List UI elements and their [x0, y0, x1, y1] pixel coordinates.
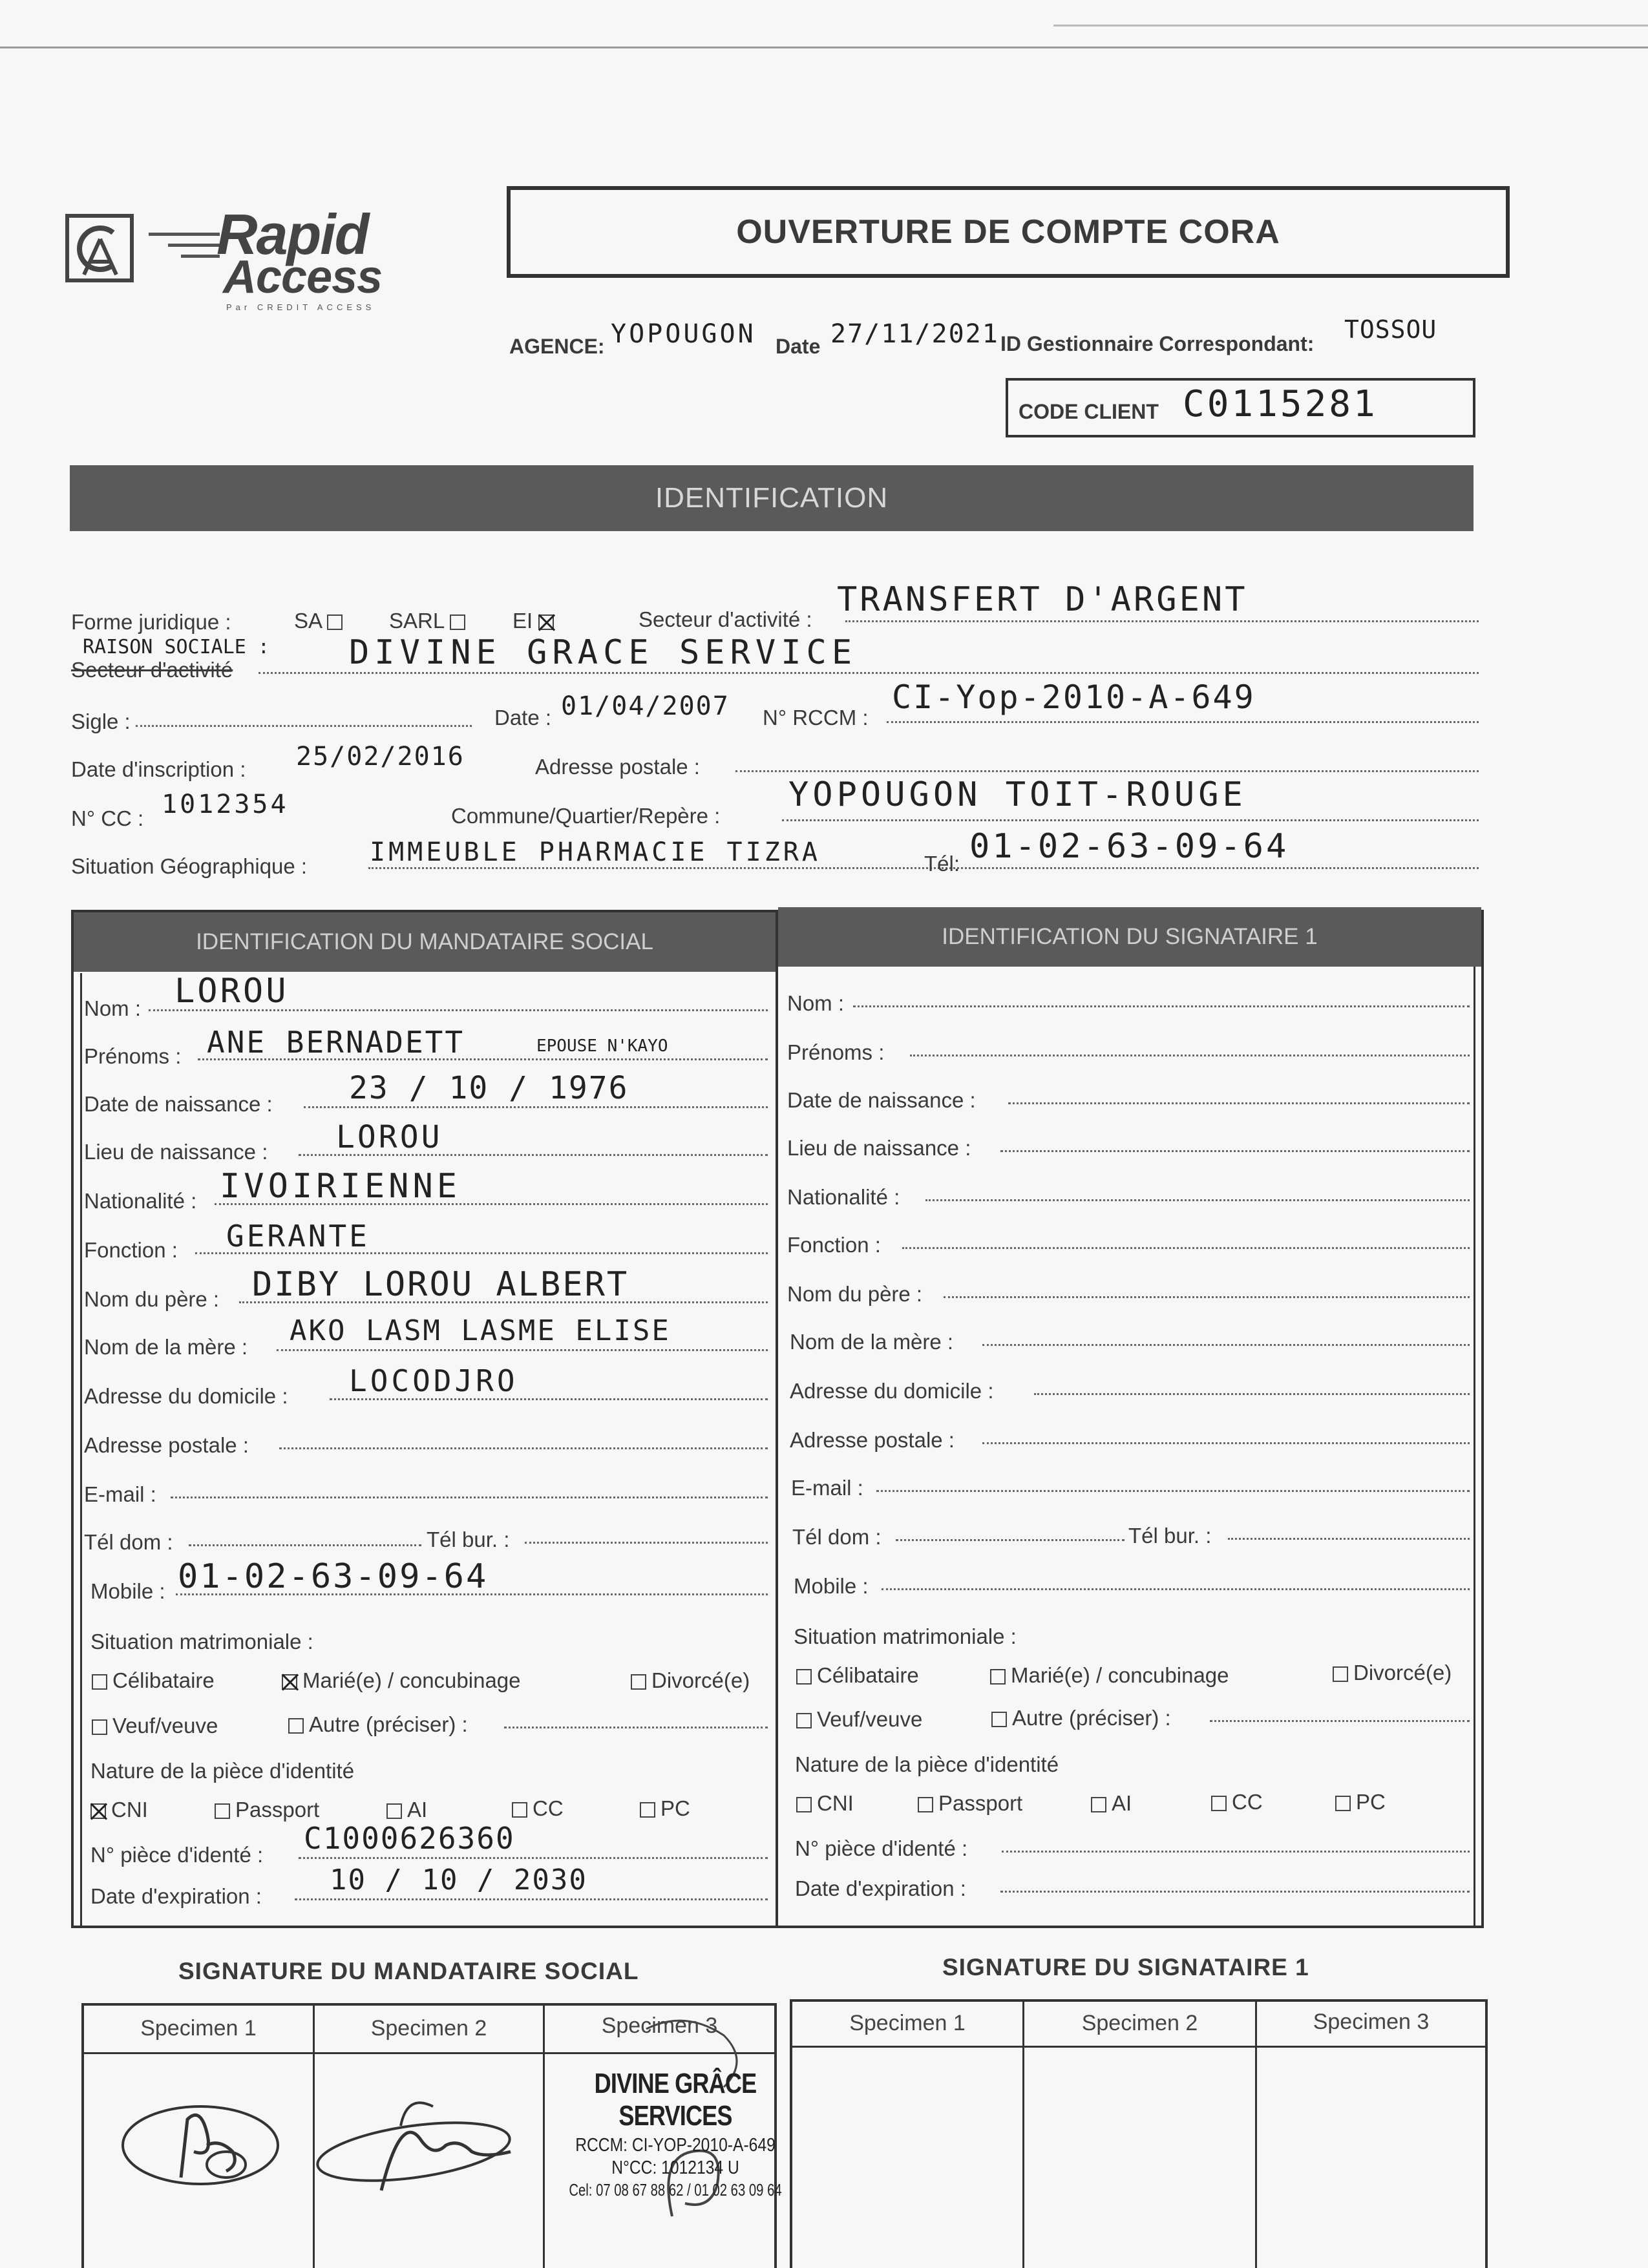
- raison-line: [259, 672, 1479, 674]
- s-nationalite-label: Nationalité :: [787, 1185, 900, 1209]
- m-autre-option[interactable]: Autre (préciser) :: [288, 1712, 468, 1737]
- m-fonction-value[interactable]: GERANTE: [226, 1219, 370, 1254]
- m-domicile-label: Adresse du domicile :: [84, 1384, 288, 1408]
- s-divorce-option[interactable]: Divorcé(e): [1333, 1661, 1452, 1685]
- situation-line: [368, 867, 1479, 869]
- signature-specimen-1: [103, 2081, 297, 2210]
- s-domicile-line: [1034, 1393, 1470, 1395]
- m-postale-label: Adresse postale :: [84, 1433, 249, 1457]
- s-mere-line: [982, 1344, 1470, 1346]
- m-prenoms-value[interactable]: ANE BERNADETT: [207, 1025, 465, 1060]
- s-lieu-line: [1000, 1150, 1470, 1152]
- opt-sa[interactable]: SA: [294, 609, 348, 633]
- signature-specimen-2: [304, 2087, 549, 2210]
- m-marie-option[interactable]: Marié(e) / concubinage: [282, 1668, 521, 1693]
- situation-label: Situation Géographique :: [71, 854, 308, 878]
- agence-label: AGENCE:: [509, 335, 605, 358]
- form-title-box: [507, 186, 1510, 278]
- s-nom-line: [853, 1005, 1470, 1007]
- m-mere-value[interactable]: AKO LASM LASME ELISE: [290, 1314, 671, 1347]
- m-ai-checkbox[interactable]: [386, 1803, 402, 1819]
- s-teldom-label: Tél dom :: [792, 1525, 882, 1549]
- company-stamp: [523, 2068, 827, 2200]
- m-cc-option[interactable]: CC: [512, 1796, 564, 1821]
- s-veuf-option[interactable]: Veuf/veuve: [796, 1707, 922, 1732]
- s-autre-option[interactable]: Autre (préciser) :: [991, 1706, 1171, 1730]
- m-npiece-value[interactable]: C1000626360: [304, 1821, 515, 1856]
- m-veuf-checkbox[interactable]: [92, 1719, 107, 1735]
- signature-signataire-title: SIGNATURE DU SIGNATAIRE 1: [942, 1954, 1309, 1980]
- s-expiration-line: [1000, 1891, 1470, 1893]
- m-telbur-line: [525, 1542, 768, 1544]
- agence-value[interactable]: YOPOUGON: [611, 319, 756, 349]
- rccm-line: [887, 721, 1479, 723]
- s-celibataire-checkbox[interactable]: [796, 1669, 812, 1685]
- m-celibataire-option[interactable]: Célibataire: [92, 1668, 215, 1693]
- s-passport-option[interactable]: Passport: [918, 1791, 1022, 1816]
- code-client-label: CODE CLIENT: [1019, 400, 1159, 423]
- m-pc-checkbox[interactable]: [640, 1802, 655, 1818]
- m-naissance-label: Date de naissance :: [84, 1092, 273, 1116]
- m-postale-line: [279, 1447, 768, 1449]
- scan-edge: [0, 47, 1648, 48]
- m-mere-line: [277, 1349, 768, 1351]
- s-lieu-label: Lieu de naissance :: [787, 1136, 971, 1160]
- date-label: Date: [776, 335, 821, 358]
- scan-edge-2: [1053, 25, 1648, 26]
- s-naissance-label: Date de naissance :: [787, 1088, 976, 1112]
- adresse-postale-label: Adresse postale :: [535, 755, 700, 779]
- sigle-line: [136, 725, 472, 727]
- s-cc-option[interactable]: CC: [1211, 1790, 1263, 1814]
- m-passport-option[interactable]: Passport: [215, 1798, 319, 1822]
- m-specimen-3-label: Specimen 3: [601, 2013, 718, 2038]
- m-nationalite-value[interactable]: IVOIRIENNE: [220, 1167, 461, 1206]
- m-autre-line: [504, 1727, 768, 1728]
- m-expiration-label: Date d'expiration :: [90, 1884, 262, 1908]
- identification-section-bar: [70, 465, 1474, 531]
- m-nom-value[interactable]: LOROU: [174, 972, 289, 1011]
- s-specimen-2-label: Specimen 2: [1081, 2011, 1198, 2035]
- raison-sociale-label: RAISON SOCIALE :: [83, 636, 269, 658]
- s-ai-option[interactable]: AI: [1091, 1791, 1132, 1816]
- m-veuf-option[interactable]: Veuf/veuve: [92, 1714, 218, 1738]
- table-divider: [776, 910, 778, 1928]
- s-teldom-line: [896, 1539, 1125, 1541]
- m-npiece-label: N° pièce d'identé :: [90, 1843, 264, 1867]
- sarl-checkbox[interactable]: [450, 614, 465, 630]
- gestionnaire-label: ID Gestionnaire Correspondant:: [1000, 332, 1315, 355]
- s-specimen-3-label: Specimen 3: [1313, 2010, 1430, 2034]
- m-celibataire-checkbox[interactable]: [92, 1674, 107, 1690]
- m-naissance-line: [304, 1106, 768, 1108]
- logo-sub-text: Access: [223, 251, 383, 303]
- signataire-signature-grid: [790, 1999, 1488, 2268]
- s-postale-label: Adresse postale :: [790, 1428, 955, 1452]
- tel-value[interactable]: 01-02-63-09-64: [969, 827, 1289, 866]
- signataire-header: IDENTIFICATION DU SIGNATAIRE 1: [778, 907, 1481, 967]
- stamp-rccm: RCCM: CI-YOP-2010-A-649: [575, 2135, 776, 2156]
- m-specimen-1-label: Specimen 1: [140, 2016, 257, 2041]
- s-cni-option[interactable]: CNI: [796, 1791, 854, 1816]
- s-email-line: [876, 1490, 1470, 1492]
- s-mobile-label: Mobile :: [794, 1574, 869, 1598]
- raison-struck-label: Secteur d'activité: [71, 658, 233, 682]
- m-autre-checkbox[interactable]: [288, 1718, 304, 1734]
- sigle-label: Sigle :: [71, 709, 131, 733]
- s-pere-line: [944, 1296, 1470, 1298]
- rccm-value[interactable]: CI-Yop-2010-A-649: [892, 678, 1256, 716]
- opt-sarl[interactable]: SARL: [389, 609, 470, 633]
- s-expiration-label: Date d'expiration :: [795, 1876, 966, 1900]
- m-email-label: E-mail :: [84, 1482, 156, 1506]
- s-domicile-label: Adresse du domicile :: [790, 1379, 994, 1403]
- adresse-line: [735, 770, 1479, 772]
- m-expiration-value[interactable]: 10 / 10 / 2030: [330, 1864, 587, 1896]
- stamp-ncc: N°CC: 1012134 U: [611, 2158, 739, 2178]
- s-prenoms-label: Prénoms :: [787, 1040, 885, 1064]
- s-veuf-checkbox[interactable]: [796, 1713, 812, 1728]
- s-piece-label: Nature de la pièce d'identité: [795, 1752, 1059, 1776]
- mandataire-header: IDENTIFICATION DU MANDATAIRE SOCIAL: [74, 912, 776, 972]
- s-marie-option[interactable]: Marié(e) / concubinage: [990, 1663, 1229, 1688]
- secteur-label: Secteur d'activité :: [639, 607, 812, 631]
- m-lieu-label: Lieu de naissance :: [84, 1140, 268, 1164]
- commune-line: [782, 819, 1479, 821]
- m-pere-value[interactable]: DIBY LOROU ALBERT: [252, 1265, 629, 1304]
- m-marie-checkbox[interactable]: [282, 1674, 297, 1690]
- tel-label: Tél:: [924, 852, 960, 876]
- s-marie-checkbox[interactable]: [990, 1669, 1006, 1685]
- stamp-cel: Cel: 07 08 67 88 62 / 01 02 63 09 64: [569, 2180, 782, 2200]
- s-matrimoniale-label: Situation matrimoniale :: [794, 1624, 1017, 1648]
- s-specimen-1-label: Specimen 1: [849, 2011, 966, 2035]
- situation-value[interactable]: IMMEUBLE PHARMACIE TIZRA: [370, 837, 821, 867]
- m-fonction-label: Fonction :: [84, 1238, 178, 1262]
- inscription-value[interactable]: 25/02/2016: [296, 742, 465, 772]
- s-mobile-line: [882, 1588, 1470, 1590]
- s-passport-checkbox[interactable]: [918, 1797, 933, 1812]
- s-divorce-checkbox[interactable]: [1333, 1666, 1348, 1682]
- inscription-label: Date d'inscription :: [71, 757, 246, 781]
- date-value[interactable]: 27/11/2021: [830, 319, 999, 349]
- commune-label: Commune/Quartier/Repère :: [451, 804, 721, 828]
- s-telbur-line: [1228, 1538, 1470, 1540]
- m-piece-label: Nature de la pièce d'identité: [90, 1759, 355, 1783]
- s-autre-checkbox[interactable]: [991, 1712, 1007, 1727]
- rccm-label: N° RCCM :: [763, 706, 869, 730]
- s-naissance-line: [1008, 1102, 1470, 1104]
- m-pere-label: Nom du père :: [84, 1287, 220, 1311]
- s-fonction-label: Fonction :: [787, 1233, 881, 1257]
- m-matrimoniale-label: Situation matrimoniale :: [90, 1630, 313, 1654]
- s-pere-label: Nom du père :: [787, 1282, 923, 1306]
- secteur-value[interactable]: TRANSFERT D'ARGENT: [837, 580, 1248, 619]
- s-npiece-line: [1002, 1851, 1470, 1853]
- ident-date-value[interactable]: 01/04/2007: [561, 691, 730, 721]
- s-cc-checkbox[interactable]: [1211, 1796, 1227, 1811]
- forme-juridique-label: Forme juridique :: [71, 610, 231, 634]
- m-email-line: [171, 1496, 768, 1498]
- s-nom-label: Nom :: [787, 991, 845, 1015]
- s-mere-label: Nom de la mère :: [790, 1330, 954, 1354]
- m-lieu-value[interactable]: LOROU: [336, 1119, 443, 1155]
- m-prenoms-label: Prénoms :: [84, 1044, 182, 1068]
- stamp-name: DIVINE GRÂCE SERVICES: [594, 2068, 757, 2132]
- s-cni-checkbox[interactable]: [796, 1797, 812, 1812]
- m-teldom-line: [189, 1544, 421, 1546]
- gestionnaire-value[interactable]: TOSSOU: [1344, 315, 1437, 344]
- s-email-label: E-mail :: [791, 1476, 863, 1500]
- s-pc-option[interactable]: PC: [1335, 1790, 1386, 1814]
- s-fonction-line: [902, 1247, 1470, 1249]
- m-domicile-value[interactable]: LOCODJRO: [349, 1363, 518, 1398]
- s-ai-checkbox[interactable]: [1091, 1797, 1106, 1812]
- code-client-value[interactable]: C0115281: [1183, 383, 1378, 425]
- m-divorce-option[interactable]: Divorcé(e): [631, 1668, 750, 1693]
- s-telbur-label: Tél bur. :: [1128, 1524, 1212, 1548]
- s-celibataire-option[interactable]: Célibataire: [796, 1663, 919, 1688]
- identification-title: IDENTIFICATION: [655, 482, 889, 514]
- secteur-line: [845, 620, 1479, 622]
- m-domicile-line: [330, 1398, 768, 1400]
- m-naissance-value[interactable]: 23 / 10 / 1976: [349, 1070, 629, 1106]
- company-logo: [65, 202, 427, 317]
- s-nationalite-line: [925, 1199, 1470, 1201]
- s-postale-line: [982, 1442, 1470, 1444]
- logo-tagline: Par CREDIT ACCESS: [226, 302, 375, 312]
- m-mobile-value[interactable]: 01-02-63-09-64: [178, 1557, 489, 1596]
- m-divorce-checkbox[interactable]: [631, 1674, 646, 1690]
- m-pc-option[interactable]: PC: [640, 1796, 690, 1821]
- logo-mark-icon: [65, 213, 136, 284]
- m-mobile-label: Mobile :: [90, 1579, 165, 1603]
- logo-main-text: Rapid: [217, 202, 368, 266]
- form-title: OUVERTURE DE COMPTE CORA: [736, 213, 1280, 251]
- ei-checkbox[interactable]: [538, 614, 554, 630]
- m-npiece-line: [299, 1857, 768, 1859]
- m-specimen-2-label: Specimen 2: [370, 2016, 487, 2041]
- right-inner-frame: [1474, 967, 1475, 1926]
- m-cni-option[interactable]: CNI: [90, 1798, 148, 1822]
- s-pc-checkbox[interactable]: [1335, 1796, 1351, 1811]
- m-passport-checkbox[interactable]: [215, 1803, 230, 1819]
- s-autre-line: [1210, 1720, 1470, 1722]
- sa-checkbox[interactable]: [327, 614, 343, 630]
- m-cc-checkbox[interactable]: [512, 1802, 527, 1818]
- code-client-box: [1006, 378, 1475, 437]
- m-telbur-label: Tél bur. :: [427, 1528, 510, 1551]
- ncc-label: N° CC :: [71, 806, 144, 830]
- m-mere-label: Nom de la mère :: [84, 1335, 248, 1359]
- m-expiration-line: [295, 1898, 768, 1900]
- opt-ei[interactable]: EI: [512, 609, 559, 633]
- signature-mandataire-title: SIGNATURE DU MANDATAIRE SOCIAL: [178, 1958, 639, 1984]
- s-prenoms-line: [910, 1055, 1470, 1056]
- m-cni-checkbox[interactable]: [90, 1803, 106, 1819]
- s-npiece-label: N° pièce d'identé :: [795, 1836, 968, 1860]
- m-nationalite-label: Nationalité :: [84, 1189, 197, 1213]
- logo-speed-lines: [149, 233, 220, 258]
- raison-value[interactable]: DIVINE GRACE SERVICE: [349, 633, 858, 672]
- m-ai-option[interactable]: AI: [386, 1798, 427, 1822]
- m-teldom-label: Tél dom :: [84, 1530, 173, 1554]
- ncc-value[interactable]: 1012354: [162, 790, 289, 819]
- m-prenoms-extra[interactable]: EPOUSE N'KAYO: [536, 1036, 668, 1056]
- m-nom-label: Nom :: [84, 996, 142, 1020]
- ident-date-label: Date :: [494, 706, 552, 730]
- commune-value[interactable]: YOPOUGON TOIT-ROUGE: [788, 775, 1247, 814]
